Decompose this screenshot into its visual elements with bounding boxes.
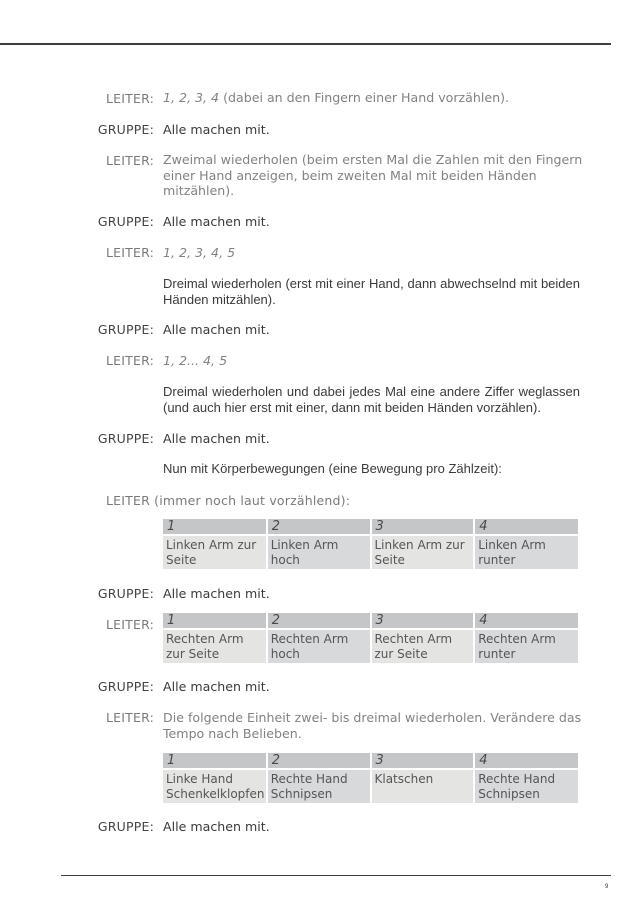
table-cell: Klatschen — [371, 769, 475, 803]
leiter-label: LEITER: — [106, 710, 154, 725]
table-cell: Rechten Arm zur Seite — [163, 629, 267, 663]
table-header-cell: 1 — [163, 613, 267, 629]
count-sequence: 1, 2, 3, 4 — [163, 90, 220, 105]
gruppe-text-5: Alle machen mit. — [163, 586, 270, 601]
table-cell: Linken Arm hoch — [267, 535, 371, 569]
gruppe-text-3: Alle machen mit. — [163, 322, 270, 337]
gruppe-text-1: Alle machen mit. — [163, 122, 270, 137]
leiter-full-label: LEITER (immer noch laut vorzählend): — [106, 493, 351, 508]
table-cell: Linken Arm zur Seite — [371, 535, 475, 569]
gruppe-text-6: Alle machen mit. — [163, 679, 270, 694]
leiter-text-2-line3: mitzählen). — [163, 183, 235, 198]
count-sequence: 1, 2, 3, 4, 5 — [163, 245, 236, 260]
instruction-paragraph: Nun mit Körperbewegungen (eine Bewegung pro Zählzeit): — [163, 461, 502, 476]
table-row — [163, 535, 578, 569]
count-note: (dabei an den Fingern einer Hand vorzählen). — [219, 90, 509, 105]
table-header-cell: 2 — [267, 613, 371, 629]
table-header-cell: 3 — [371, 753, 475, 769]
count-sequence: 1, 2... 4, 5 — [163, 353, 228, 368]
gruppe-label: GRUPPE: — [97, 322, 154, 337]
table-header-cell: 1 — [163, 519, 267, 535]
table-cell: Rechten Arm hoch — [267, 629, 371, 663]
gruppe-text-7: Alle machen mit. — [163, 819, 270, 834]
leiter-text-1 — [163, 90, 509, 106]
table-row — [163, 769, 578, 803]
leiter-label: LEITER: — [106, 153, 154, 168]
gruppe-label: GRUPPE: — [97, 679, 154, 694]
table-header-cell: 2 — [267, 753, 371, 769]
movement-table-2 — [163, 613, 578, 663]
top-rule — [0, 43, 611, 45]
leiter-label: LEITER: — [106, 353, 154, 368]
page-number: 9 — [605, 884, 609, 890]
leiter-label: LEITER: — [106, 617, 154, 632]
table-cell: Rechten Arm runter — [474, 629, 578, 663]
table-header-cell: 3 — [371, 519, 475, 535]
leiter-text-3-line2: Tempo nach Belieben. — [163, 726, 302, 741]
gruppe-label: GRUPPE: — [97, 586, 154, 601]
gruppe-label: GRUPPE: — [97, 122, 154, 137]
table-row — [163, 629, 578, 663]
table-header-cell: 1 — [163, 753, 267, 769]
leiter-text-2-line2: einer Hand anzeigen, beim zweiten Mal mit beiden Händen — [163, 168, 537, 183]
gruppe-label: GRUPPE: — [97, 819, 154, 834]
gruppe-label: GRUPPE: — [97, 431, 154, 446]
gruppe-text-4: Alle machen mit. — [163, 431, 270, 446]
movement-table-3 — [163, 753, 578, 803]
table-header-cell: 4 — [474, 613, 578, 629]
instruction-paragraph: Dreimal wiederholen und dabei jedes Mal eine andere Ziffer weglassen (und auch hier erst mit einer, dann mit beiden Händen vorzählen). — [163, 384, 580, 415]
table-cell: Rechten Arm zur Seite — [371, 629, 475, 663]
table-cell: Rechte Hand Schnipsen — [474, 769, 578, 803]
table-header-cell: 4 — [474, 519, 578, 535]
table-header-row — [163, 519, 578, 535]
table-header-row — [163, 753, 578, 769]
table-cell: Rechte Hand Schnipsen — [267, 769, 371, 803]
table-header-cell: 2 — [267, 519, 371, 535]
gruppe-label: GRUPPE: — [97, 214, 154, 229]
table-cell: Linke Hand Schenkelklopfen — [163, 769, 267, 803]
table-header-row — [163, 613, 578, 629]
table-cell: Linken Arm zur Seite — [163, 535, 267, 569]
table-header-cell: 4 — [474, 753, 578, 769]
leiter-label: LEITER: — [106, 91, 154, 106]
gruppe-text-2: Alle machen mit. — [163, 214, 270, 229]
movement-table-1 — [163, 519, 578, 569]
leiter-text-2-line1: Zweimal wiederholen (beim ersten Mal die Zahlen mit den Fingern — [163, 152, 583, 167]
bottom-rule — [61, 875, 611, 876]
leiter-label: LEITER: — [106, 245, 154, 260]
table-cell: Linken Arm runter — [474, 535, 578, 569]
instruction-paragraph: Dreimal wiederholen (erst mit einer Hand, dann abwechselnd mit beiden Händen mitzählen). — [163, 276, 580, 307]
leiter-text-3-line1: Die folgende Einheit zwei- bis dreimal wiederholen. Verändere das — [163, 710, 582, 725]
table-header-cell: 3 — [371, 613, 475, 629]
